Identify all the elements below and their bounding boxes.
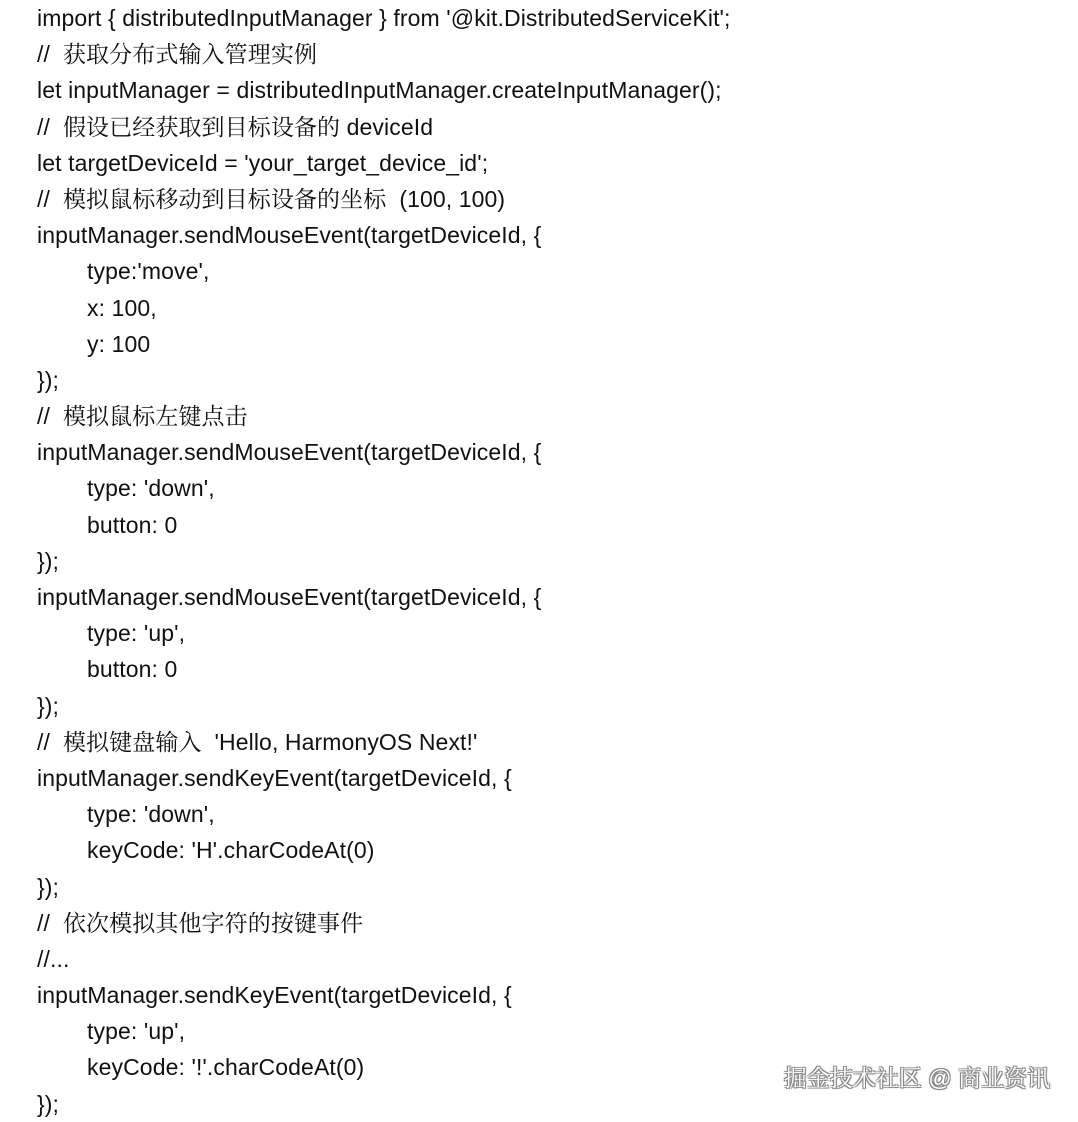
code-line: button: 0 <box>87 511 178 538</box>
code-line: x: 100, <box>87 294 157 321</box>
code-line: type: 'up', <box>87 620 186 647</box>
code-line: let inputManager = distributedInputManager.createInputManager(); <box>37 77 722 104</box>
code-line: }); <box>37 873 60 900</box>
code-line: // 获取分布式输入管理实例 <box>37 41 318 68</box>
code-line: }); <box>37 692 60 719</box>
code-line: }); <box>37 366 60 393</box>
code-line: inputManager.sendKeyEvent(targetDeviceId, { <box>37 982 512 1009</box>
code-line: type: 'up', <box>87 1018 186 1045</box>
code-line: keyCode: 'H'.charCodeAt(0) <box>87 837 375 864</box>
code-line: inputManager.sendMouseEvent(targetDeviceId, { <box>37 439 542 466</box>
code-line: // 模拟键盘输入 'Hello, HarmonyOS Next!' <box>37 728 478 755</box>
code-line: // 模拟鼠标左键点击 <box>37 403 248 430</box>
code-line: inputManager.sendMouseEvent(targetDeviceId, { <box>37 584 542 610</box>
code-line: keyCode: '!'.charCodeAt(0) <box>87 1054 365 1081</box>
code-line: // 模拟鼠标移动到目标设备的坐标 (100, 100) <box>37 185 506 212</box>
code-block <box>37 0 1078 1122</box>
code-line: inputManager.sendKeyEvent(targetDeviceId, { <box>37 764 512 791</box>
code-line: }); <box>37 547 60 574</box>
code-line: //... <box>37 945 70 972</box>
code-line: type: 'down', <box>87 475 215 502</box>
watermark: 掘金技术社区 @ 商业资讯 <box>783 1065 1050 1091</box>
code-line: type:'move', <box>87 258 210 285</box>
code-line: button: 0 <box>87 656 178 683</box>
code-line: type: 'down', <box>87 801 215 828</box>
code-line: }); <box>37 1090 60 1117</box>
code-line: y: 100 <box>87 330 151 357</box>
code-line: import { distributedInputManager } from '@kit.DistributedServiceKit'; <box>37 5 731 31</box>
code-line: let targetDeviceId = 'your_target_device_id'; <box>37 149 489 176</box>
code-line: // 依次模拟其他字符的按键事件 <box>37 909 364 936</box>
code-line: // 假设已经获取到目标设备的 deviceId <box>37 113 434 140</box>
code-line: inputManager.sendMouseEvent(targetDeviceId, { <box>37 222 542 249</box>
